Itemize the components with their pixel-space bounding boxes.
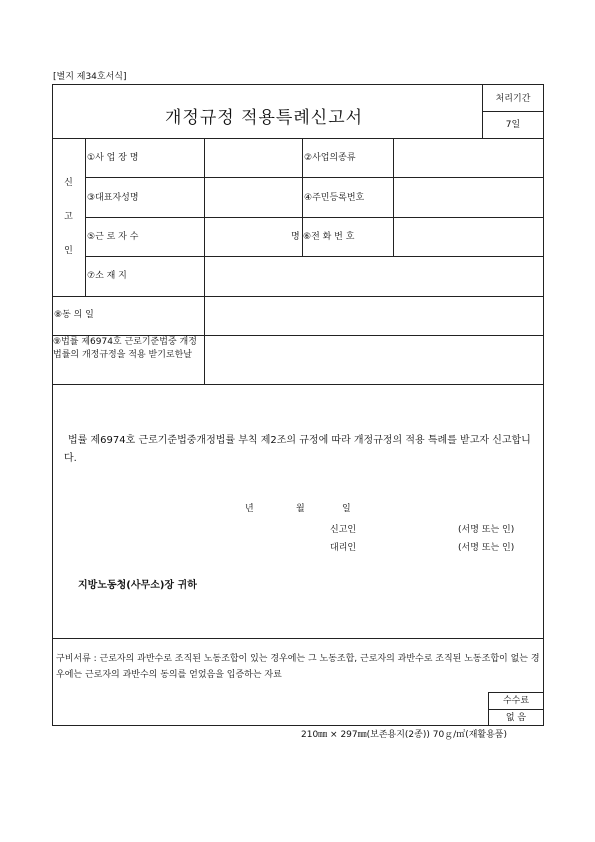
apply-date-field[interactable]: [205, 336, 543, 383]
fee-value: 없 음: [505, 713, 527, 723]
phone-number-field[interactable]: [394, 218, 543, 255]
agent-signer-label: 대리인: [330, 543, 357, 553]
date-year-label: 년: [245, 504, 254, 514]
divider: [488, 709, 544, 710]
business-name-label: ①사 업 장 명: [87, 153, 139, 163]
business-type-label: ②사업의종류: [304, 153, 356, 163]
fee-label: 수수료: [502, 696, 530, 706]
divider: [52, 384, 544, 385]
reporter-section-label-1: 신: [64, 178, 73, 188]
representative-name-field[interactable]: [205, 178, 301, 216]
reporter-section-label-2: 고: [64, 212, 73, 222]
address-label: ⑦소 재 지: [87, 271, 127, 281]
resident-number-label: ④주민등록번호: [304, 193, 365, 203]
form-number-label: [별지 제34호서식]: [53, 72, 127, 82]
worker-count-field[interactable]: [205, 218, 285, 255]
worker-count-unit: 명: [291, 232, 300, 242]
agent-signature-mark[interactable]: (서명 또는 인): [458, 543, 515, 553]
declaration-statement: 법률 제6974호 근로기준법중개정법률 부칙 제2조의 규정에 따라 개정규정의 적용 특례를 받고자 신고합니다.: [64, 435, 531, 464]
business-type-field[interactable]: [394, 139, 543, 176]
worker-count-label: ⑤근 로 자 수: [87, 232, 139, 242]
reporter-signature-mark[interactable]: (서명 또는 인): [458, 525, 515, 535]
reporter-section-label-3: 인: [64, 246, 73, 256]
processing-period-label: 처리기간: [495, 94, 531, 104]
reporter-signer-label: 신고인: [330, 525, 357, 535]
divider: [52, 638, 544, 639]
consent-date-field[interactable]: [205, 297, 543, 334]
phone-number-label: ⑥전 화 번 호: [303, 232, 355, 242]
form-title: 개정규정 적용특례신고서: [165, 108, 364, 128]
processing-period-value: 7일: [505, 120, 521, 130]
recipient-label: 지방노동청(사무소)장 귀하: [78, 580, 197, 591]
consent-date-label: ⑧동 의 일: [54, 310, 94, 320]
apply-date-label: ⑨법률 제6974호 근로기준법중 개정법률의 개정규정을 적용 받기로한날: [53, 337, 197, 360]
representative-name-label: ③대표자성명: [87, 193, 139, 203]
date-day-label: 일: [342, 504, 351, 514]
divider: [488, 692, 544, 693]
required-documents-note: 구비서류 : 근로자의 과반수로 조직된 노동조합이 있는 경우에는 그 노동조합, 근로자의 과반수로 조직된 노동조합이 없는 경우에는 근로자의 과반수의 동의를 얻었음을 입증하는 자료: [56, 654, 540, 680]
divider: [482, 111, 544, 112]
business-name-field[interactable]: [205, 139, 301, 176]
date-month-label: 월: [296, 504, 305, 514]
address-field[interactable]: [205, 257, 543, 295]
paper-spec-label: 210㎜ × 297㎜(보존용지(2종)) 70ｇ/㎡(재활용품): [301, 730, 508, 740]
resident-number-field[interactable]: [394, 178, 543, 216]
